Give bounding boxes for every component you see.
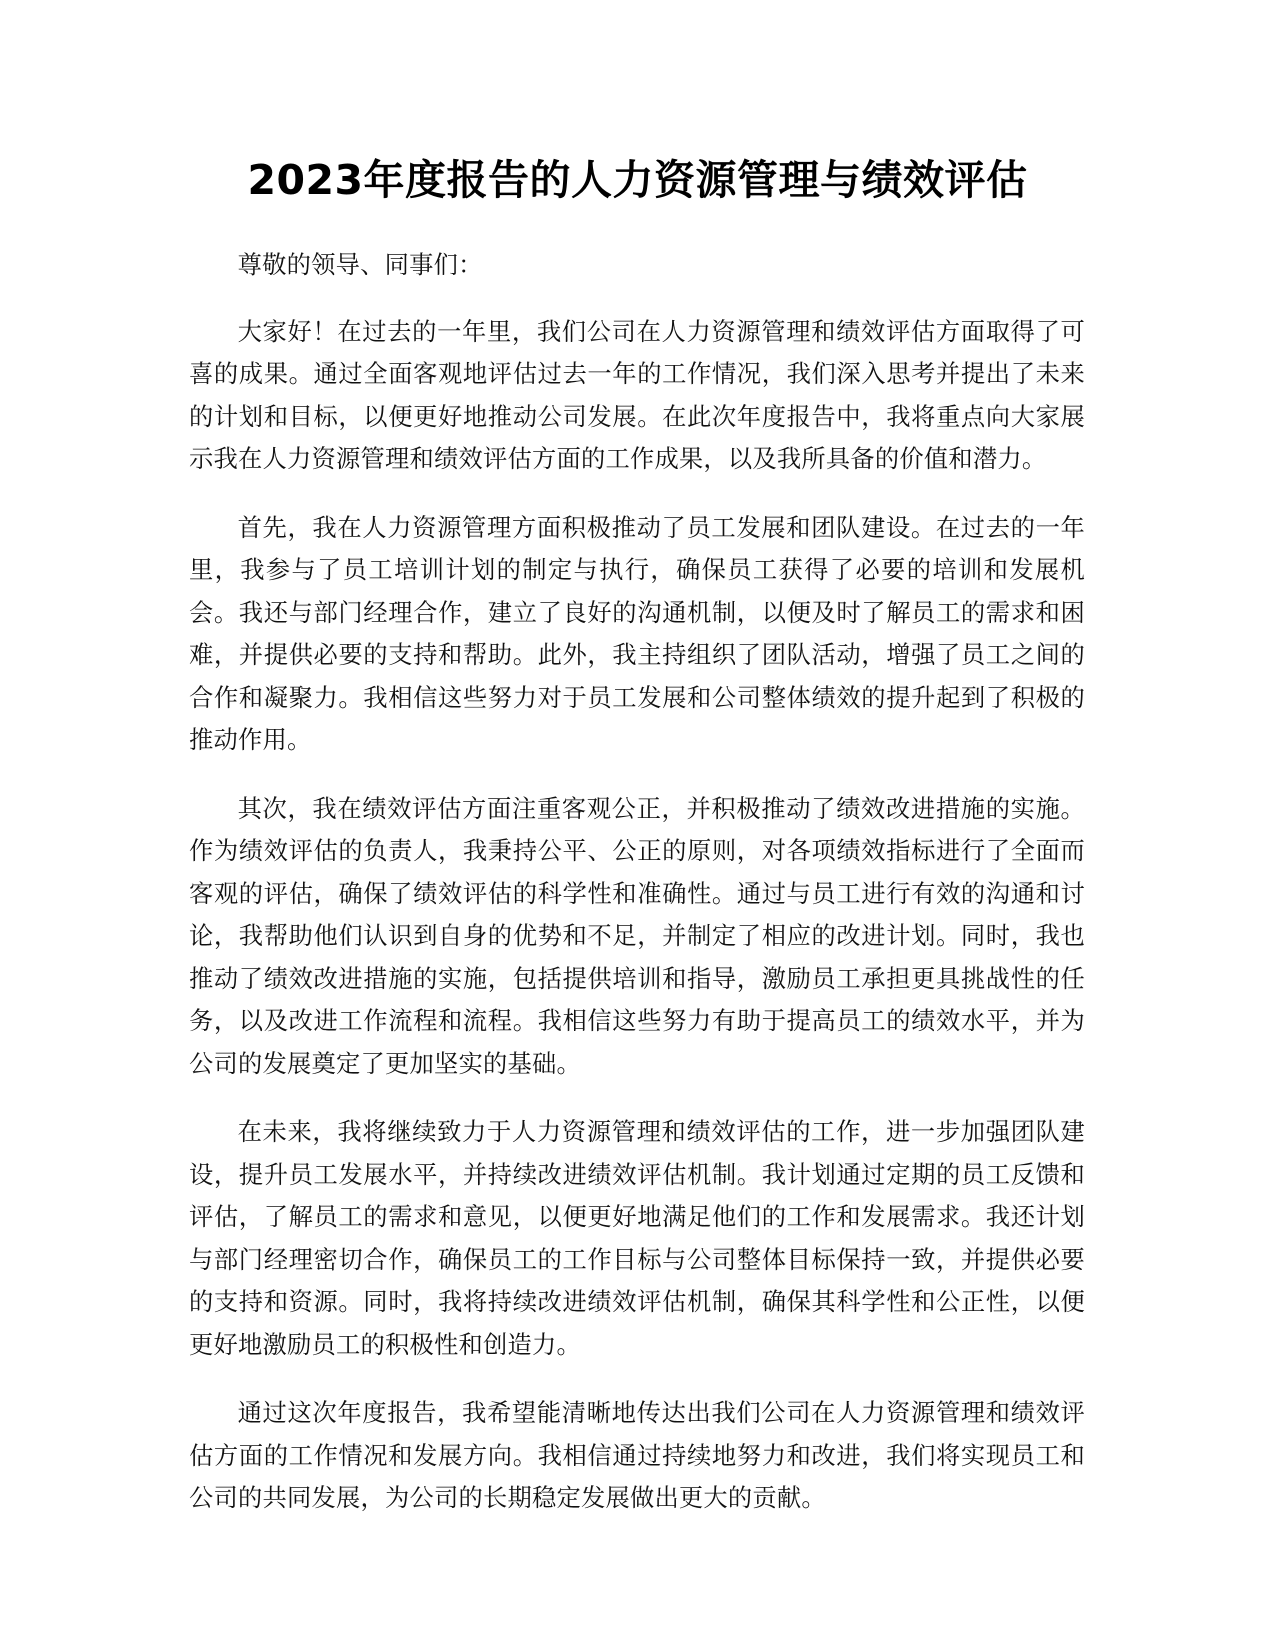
paragraph-intro: 大家好！在过去的一年里，我们公司在人力资源管理和绩效评估方面取得了可喜的成果。通过全面客观地评估过去一年的工作情况，我们深入思考并提出了未来的计划和目标，以便更好地推动公司发展。在此次年度报告中，我将重点向大家展示我在人力资源管理和绩效评估方面的工作成果，以及我所具备的价值和潜力。 <box>189 316 1085 473</box>
paragraph-performance-evaluation: 其次，我在绩效评估方面注重客观公正，并积极推动了绩效改进措施的实施。作为绩效评估的负责人，我秉持公平、公正的原则，对各项绩效指标进行了全面而客观的评估，确保了绩效评估的科学性和准确性。通过与员工进行有效的沟通和讨论，我帮助他们认识到自身的优势和不足，并制定了相应的改进计划。同时，我也推动了绩效改进措施的实施，包括提供培训和指导，激励员工承担更具挑战性的任务，以及改进工作流程和流程。我相信这些努力有助于提高员工的绩效水平，并为公司的发展奠定了更加坚实的基础。 <box>189 793 1085 1078</box>
paragraph-future-plans: 在未来，我将继续致力于人力资源管理和绩效评估的工作，进一步加强团队建设，提升员工发展水平，并持续改进绩效评估机制。我计划通过定期的员工反馈和评估，了解员工的需求和意见，以便更好地满足他们的工作和发展需求。我还计划与部门经理密切合作，确保员工的工作目标与公司整体目标保持一致，并提供必要的支持和资源。同时，我将持续改进绩效评估机制，确保其科学性和公正性，以便更好地激励员工的积极性和创造力。 <box>189 1117 1085 1359</box>
document-title: 2023年度报告的人力资源管理与绩效评估 <box>247 156 1028 204</box>
paragraph-conclusion: 通过这次年度报告，我希望能清晰地传达出我们公司在人力资源管理和绩效评估方面的工作情况和发展方向。我相信通过持续地努力和改进，我们将实现员工和公司的共同发展，为公司的长期稳定发展做出更大的贡献。 <box>189 1398 1085 1512</box>
greeting: 尊敬的领导、同事们： <box>237 250 483 279</box>
document-body <box>189 244 1085 1546</box>
paragraph-hr-management: 首先，我在人力资源管理方面积极推动了员工发展和团队建设。在过去的一年里，我参与了员工培训计划的制定与执行，确保员工获得了必要的培训和发展机会。我还与部门经理合作，建立了良好的沟通机制，以便及时了解员工的需求和困难，并提供必要的支持和帮助。此外，我主持组织了团队活动，增强了员工之间的合作和凝聚力。我相信这些努力对于员工发展和公司整体绩效的提升起到了积极的推动作用。 <box>189 512 1085 754</box>
